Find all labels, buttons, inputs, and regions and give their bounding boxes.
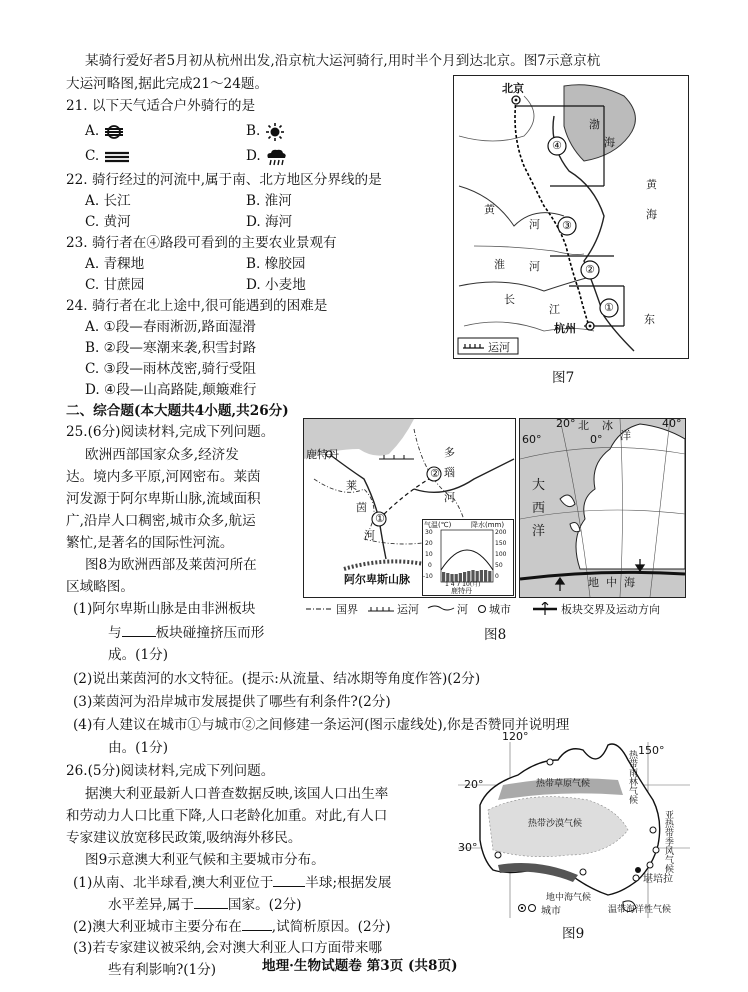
q26-subq-3-line-2: 些有利影响?(1分) <box>108 962 217 978</box>
arctic-label-north: 北 <box>578 419 589 432</box>
border-legend-label: 国界 <box>336 603 358 616</box>
climate-month-axis: 1 4 7 10(月) <box>445 581 481 588</box>
q26-material-line-2: 和劳动力人口比重下降,人口老龄化加重。对此,有人口 <box>66 808 388 824</box>
lon-20-label: 20° <box>556 417 576 430</box>
arctic-label-ocean: 洋 <box>620 429 631 442</box>
q22-option-c: C. 黄河 <box>85 214 131 230</box>
figure-8-right-map <box>519 418 686 598</box>
q25-stem: 25.(6分)阅读材料,完成下列问题。 <box>66 424 275 440</box>
atlantic-label-1: 大 <box>532 478 546 493</box>
atlantic-label-3: 洋 <box>532 524 546 539</box>
climate-p-tick-150: 150 <box>495 540 507 547</box>
climate-p-tick-0: 0 <box>495 573 499 580</box>
subtropical-monsoon-label: 亚热带季风气候 <box>663 810 673 873</box>
mediterranean-label-3: 海 <box>624 576 635 589</box>
q23-option-c: C. 甘蔗园 <box>85 277 145 293</box>
beijing-label: 北京 <box>502 82 524 95</box>
huang-label: 黄 <box>646 178 657 191</box>
temperate-maritime-label: 温带海洋性气候 <box>608 905 672 915</box>
segment-4-label: ④ <box>552 139 562 152</box>
segment-2-label: ② <box>585 263 595 276</box>
tropical-desert-label: 热带沙漠气候 <box>528 819 583 829</box>
figure-7-caption: 图7 <box>552 370 575 386</box>
q25-material-line-2: 达。境内多平原,河网密布。莱茵 <box>66 469 261 485</box>
climate-c-tick-20: 20 <box>425 540 433 547</box>
yellow-sea-label: 海 <box>646 208 657 221</box>
q25-subq-1-line-2: 与 板块碰撞挤压而形 <box>108 625 265 641</box>
q21-option-c: C. <box>85 147 130 165</box>
bohai-label: 渤 <box>589 118 600 131</box>
lat-60-label: 60° <box>522 433 542 446</box>
q24-option-a: A. ①段—春雨淅沥,路面湿滑 <box>85 319 256 335</box>
east-sea-label: 东 <box>644 313 655 326</box>
section-2-header: 二、综合题(本大题共4小题,共26分) <box>66 403 289 419</box>
yangtze-label-1: 长 <box>504 293 515 306</box>
atlantic-label-2: 西 <box>532 501 546 516</box>
lon-0-label: 0° <box>590 433 603 446</box>
q26-material-line-1: 据澳大利亚最新人口普查数据反映,该国人口出生率 <box>85 786 389 802</box>
huai-river-label-1: 淮 <box>494 258 505 271</box>
climate-c-tick-0: 0 <box>428 562 432 569</box>
climate-temperature-axis-title: 气温(℃) <box>424 521 452 529</box>
q22-option-d: D. 海河 <box>246 214 293 230</box>
mediterranean-label-2: 中 <box>606 576 617 589</box>
huai-river-label-2: 河 <box>529 260 540 273</box>
q26-subq-2: (2)澳大利亚城市主要分布在 ,试简析原因。(2分) <box>73 919 391 935</box>
q25-subq-4-line-2: 由。(1分) <box>108 740 169 756</box>
bohai-sea-label: 海 <box>604 136 615 149</box>
city-legend-icon <box>477 604 487 614</box>
q25-subq-4-line-1: (4)有人建议在城市①与城市②之间修建一条运河(图示虚线处),你是否赞同并说明理 <box>73 717 570 733</box>
climate-p-tick-50: 50 <box>495 562 503 569</box>
q25-material-line-4: 广,沿岸人口稠密,城市众多,航运 <box>66 513 256 529</box>
yellow-river-label-1: 黄 <box>484 203 495 216</box>
plate-boundary-legend-icon <box>532 602 558 616</box>
q26-material-line-4: 图9示意澳大利亚气候和主要城市分布。 <box>85 852 325 868</box>
intro-line-2: 大运河略图,据此完成21～24题。 <box>66 76 269 92</box>
figure-7-map <box>453 75 689 359</box>
sunny-weather-icon <box>265 123 285 141</box>
q26-subq-2-blank[interactable] <box>242 917 272 931</box>
rotterdam-climate-chart <box>422 519 514 596</box>
climate-c-tick-10: 10 <box>425 551 433 558</box>
fog-weather-icon <box>104 150 130 164</box>
city-legend-label: 城市 <box>541 906 561 917</box>
q24-option-b: B. ②段—寒潮来袭,积雪封路 <box>85 340 257 356</box>
q26-stem: 26.(5分)阅读材料,完成下列问题。 <box>66 763 275 779</box>
climate-city-label: 鹿特丹 <box>451 587 472 595</box>
river-legend-icon <box>427 603 455 613</box>
q26-subq-1-blank-1[interactable] <box>273 873 305 887</box>
hail-weather-icon <box>103 124 125 140</box>
rhine-label-3: 河 <box>364 529 375 542</box>
q26-subq-1-line-1: (1)从南、北半球看,澳大利亚位于 半球;根据发展 <box>73 875 392 891</box>
danube-label-2: 瑙 <box>444 466 455 479</box>
lon-150-label: 150° <box>638 744 665 757</box>
page-footer: 地理·生物试题卷 第3页 (共8页) <box>262 958 458 974</box>
q22-stem: 22. 骑行经过的河流中,属于南、北方地区分界线的是 <box>66 172 382 188</box>
climate-p-tick-100: 100 <box>495 551 507 558</box>
tropical-savanna-label: 热带草原气候 <box>536 779 591 789</box>
climate-c-tick-minus10: -10 <box>423 573 433 580</box>
danube-label-3: 河 <box>444 491 455 504</box>
q25-material-line-7: 区域略图。 <box>66 579 134 595</box>
yangtze-label-2: 江 <box>549 303 560 316</box>
q25-material-line-1: 欧洲西部国家众多,经济发 <box>85 447 239 463</box>
q23-option-d: D. 小麦地 <box>246 277 306 293</box>
q25-subq-1-line-1: (1)阿尔卑斯山脉是由非洲板块 <box>73 601 256 617</box>
q26-material-line-3: 专家建议放宽移民政策,吸纳海外移民。 <box>66 830 302 846</box>
q24-option-d: D. ④段—山高路陡,颠簸难行 <box>85 382 257 398</box>
alps-label: 阿尔卑斯山脉 <box>344 573 410 586</box>
q25-material-line-6: 图8为欧洲西部及莱茵河所在 <box>85 557 257 573</box>
arctic-label-ice: 冰 <box>602 419 613 432</box>
tropical-rainforest-label: 热带雨林气候 <box>627 750 637 804</box>
danube-label-1: 多 <box>444 446 455 459</box>
plate-boundary-legend-label: 板块交界及运动方向 <box>561 603 660 616</box>
mediterranean-label-1: 地 <box>588 576 599 589</box>
figure-9-map <box>458 730 690 918</box>
figure-8-caption: 图8 <box>484 627 507 643</box>
yellow-river-label-2: 河 <box>529 218 540 231</box>
q25-material-line-5: 繁忙,是著名的国际性河流。 <box>66 535 234 551</box>
q23-option-b: B. 橡胶园 <box>246 256 306 272</box>
segment-1-label: ① <box>604 301 614 314</box>
city-2-label: ② <box>430 467 440 480</box>
figure-8-left-map <box>303 418 516 598</box>
q21-option-d: D. <box>246 147 287 166</box>
canal-legend-icon <box>367 603 395 613</box>
canal-legend-label: 运河 <box>488 341 510 354</box>
q21-option-a: A. <box>85 122 125 140</box>
q26-subq-3-line-1: (3)若专家建议被采纳,会对澳大利亚人口方面带来哪 <box>73 940 383 956</box>
q22-option-a: A. 长江 <box>85 193 131 209</box>
q25-subq-3: (3)莱茵河为沿岸城市发展提供了哪些有利条件?(2分) <box>73 694 391 710</box>
climate-p-tick-200: 200 <box>495 529 507 536</box>
q25-material-line-3: 河发源于阿尔卑斯山脉,流域面积 <box>66 491 261 507</box>
lon-120-label: 120° <box>502 730 529 743</box>
canberra-label: 堪培拉 <box>643 874 673 885</box>
rhine-label-1: 莱 <box>346 479 357 492</box>
q21-option-b: B. <box>246 122 285 141</box>
precipitation-bar <box>484 570 487 582</box>
city-legend-label: 城市 <box>489 603 511 616</box>
mediterranean-climate-label: 地中海气候 <box>546 893 592 903</box>
figure-8-legend <box>305 601 685 617</box>
segment-3-label: ③ <box>562 219 572 232</box>
hangzhou-label: 杭州 <box>554 322 576 335</box>
lat-20-label: 20° <box>464 778 484 791</box>
river-legend-label: 河 <box>457 603 468 616</box>
canal-legend-label: 运河 <box>397 603 419 616</box>
city-1-label: ① <box>375 512 385 525</box>
q21-stem: 21. 以下天气适合户外骑行的是 <box>66 98 256 114</box>
q26-subq-1-line-2: 水平差异,属于 国家。(2分) <box>108 897 302 913</box>
figure-9-caption: 图9 <box>562 926 585 942</box>
q24-stem: 24. 骑行者在北上途中,很可能遇到的困难是 <box>66 298 328 314</box>
rotterdam-label: 鹿特丹 <box>306 448 339 461</box>
intro-line-1: 某骑行爱好者5月初从杭州出发,沿京杭大运河骑行,用时半个月到达北京。图7示意京杭 <box>85 53 601 69</box>
storm-weather-icon <box>265 148 287 166</box>
q25-subq-1-blank[interactable] <box>122 623 156 637</box>
climate-c-tick-30: 30 <box>425 529 433 536</box>
q22-option-b: B. 淮河 <box>246 193 292 209</box>
q23-stem: 23. 骑行者在④路段可看到的主要农业景观有 <box>66 235 337 251</box>
q26-subq-1-blank-2[interactable] <box>194 895 228 909</box>
q25-subq-1-line-3: 成。(1分) <box>108 647 169 663</box>
lat-30-label: 30° <box>458 841 478 854</box>
rhine-label-2: 茵 <box>356 501 367 514</box>
lon-40-label: 40° <box>662 417 682 430</box>
q25-subq-2: (2)说出莱茵河的水文特征。(提示:从流量、结冰期等角度作答)(2分) <box>73 671 481 687</box>
border-legend-icon <box>305 604 333 614</box>
q24-option-c: C. ③段—雨林茂密,骑行受阻 <box>85 361 257 377</box>
q23-option-a: A. 青稞地 <box>85 256 145 272</box>
climate-precipitation-axis-title: 降水(mm) <box>471 521 505 529</box>
precipitation-bar <box>488 571 491 582</box>
